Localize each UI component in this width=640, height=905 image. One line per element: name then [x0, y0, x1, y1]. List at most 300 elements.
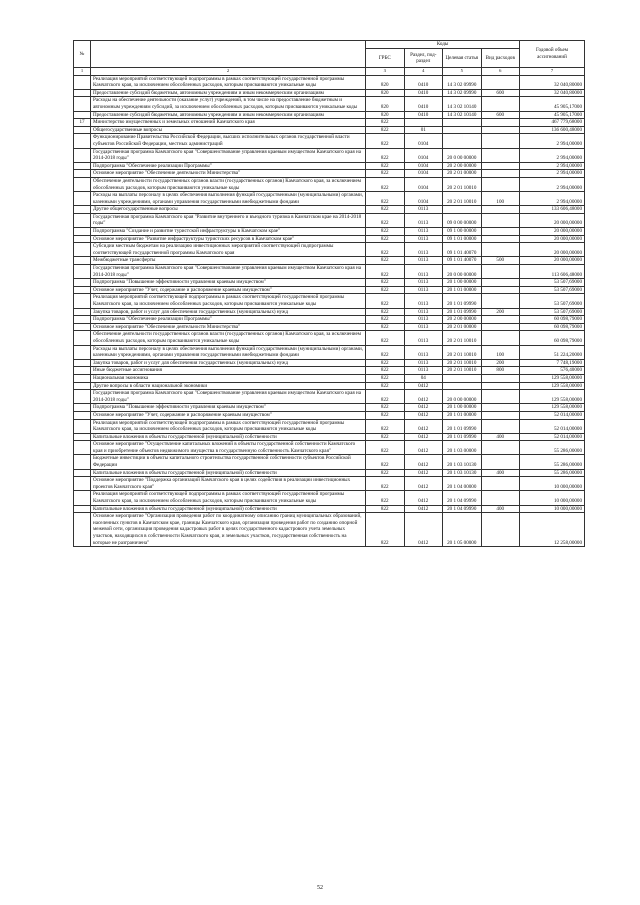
col-index: 3: [366, 68, 405, 76]
row-grbs: 822: [366, 404, 405, 412]
row-target-article: 20 1 00 00000: [443, 404, 482, 412]
col-razdel-header: Раздел, под-раздел: [404, 49, 443, 68]
row-grbs: 822: [366, 382, 405, 390]
row-number: [74, 390, 91, 404]
row-razdel: 0113: [404, 308, 443, 316]
row-amount: 129 558,00000: [520, 374, 585, 382]
row-grbs: 822: [366, 243, 405, 257]
table-row: [74, 134, 585, 148]
row-grbs: 822: [366, 433, 405, 441]
row-number: [74, 286, 91, 294]
row-name: Государственная программа Камчатского края "Совершенствование управления краевым имуществом Камчатского края на 2014-2018 годы": [91, 265, 366, 279]
page-number: 52: [317, 885, 323, 891]
row-amount: 51 224,20000: [520, 345, 585, 359]
row-target-article: 20 0 00 00000: [443, 148, 482, 162]
row-grbs: 822: [366, 235, 405, 243]
row-target-article: [443, 134, 482, 148]
header-row-index: [74, 68, 585, 76]
table-row: [74, 390, 585, 404]
row-razdel: 0410: [404, 97, 443, 111]
col-index: 1: [74, 68, 91, 76]
header-row-top: [74, 41, 585, 49]
row-target-article: 20 2 01 10010: [443, 367, 482, 375]
row-razdel: 0113: [404, 323, 443, 331]
row-target-article: 20 2 01 00000: [443, 323, 482, 331]
row-number: [74, 316, 91, 324]
row-razdel: 0113: [404, 294, 443, 308]
row-name: Закупка товаров, работ и услуг для обеспечения государственных (муниципальных) нужд: [91, 308, 366, 316]
row-target-article: 09 1 01 00000: [443, 235, 482, 243]
row-expense-type: 200: [481, 308, 520, 316]
row-grbs: 822: [366, 206, 405, 214]
row-target-article: 20 2 01 10010: [443, 331, 482, 345]
row-amount: 55 286,00000: [520, 455, 585, 469]
table-row: [74, 243, 585, 257]
row-name: Реализация мероприятий соответствующей подпрограммы в рамках соответствующей государственной программы Камчатского края, за исключением обособленных расходов, которым присваиваются уникальные коды: [91, 75, 366, 89]
row-target-article: 09 1 01 40070: [443, 257, 482, 265]
row-expense-type: [481, 235, 520, 243]
row-amount: 53 507,69000: [520, 279, 585, 287]
row-razdel: 0113: [404, 265, 443, 279]
row-amount: 136 600,48000: [520, 126, 585, 134]
row-expense-type: [481, 126, 520, 134]
row-name: Предоставление субсидий бюджетным, автономным учреждениям и иным некоммерческим организациям: [91, 89, 366, 97]
row-name: Национальная экономика: [91, 374, 366, 382]
row-amount: 133 606,48000: [520, 206, 585, 214]
row-number: [74, 441, 91, 455]
row-number: [74, 257, 91, 265]
row-razdel: 0113: [404, 213, 443, 227]
row-razdel: 0410: [404, 75, 443, 89]
row-number: [74, 97, 91, 111]
row-expense-type: [481, 294, 520, 308]
row-grbs: 822: [366, 441, 405, 455]
row-grbs: 822: [366, 213, 405, 227]
table-row: [74, 404, 585, 412]
row-grbs: 822: [366, 192, 405, 206]
row-razdel: 0113: [404, 279, 443, 287]
col-csr-header: Целевая статья: [443, 49, 482, 68]
table-row: [74, 411, 585, 419]
row-number: [74, 134, 91, 148]
col-name-header: [91, 41, 366, 68]
table-row: [74, 286, 585, 294]
row-expense-type: [481, 513, 520, 547]
row-razdel: 0412: [404, 491, 443, 505]
row-expense-type: [481, 404, 520, 412]
row-name: Расходы на выплаты персоналу в целях обеспечения выполнения функций государственными (муниципальными) органами, казенными учреждениями, органами управления государственными внебюджетными фондами: [91, 192, 366, 206]
row-expense-type: [481, 382, 520, 390]
row-name: Функционирование Правительства Российской Федерации, высших исполнительных органов государственной власти субъектов Российской Федерации, местных администраций: [91, 134, 366, 148]
row-grbs: 822: [366, 279, 405, 287]
row-amount: 2 994,00000: [520, 177, 585, 191]
row-expense-type: 400: [481, 433, 520, 441]
row-name: Государственная программа Камчатского края "Развитие внутреннего и въездного туризма в Камчатском крае на 2014-2018 годы": [91, 213, 366, 227]
row-expense-type: [481, 390, 520, 404]
row-target-article: [443, 374, 482, 382]
row-name: Основное мероприятие "Развитие инфраструктуры туристских ресурсов в Камчатском крае": [91, 235, 366, 243]
row-expense-type: 200: [481, 359, 520, 367]
row-name: Основное мероприятие "Организация проведения работ по координатному описанию границ муниципальных образований, населенных пунктов в Камчатском крае, границы Камчатского края, организация проведения работ по созданию опорной межевой сети, организация проведения кадастровых работ в целях государственного кадастрового учета земельных участков, находящихся в собственности Камчатского края, и земельных участков, государственная собственность на которые не разграничена": [91, 513, 366, 547]
row-name: Подпрограмма "Повышение эффективности управления краевым имуществом": [91, 279, 366, 287]
row-expense-type: 100: [481, 192, 520, 206]
row-target-article: 20 2 00 00000: [443, 162, 482, 170]
table-row: [74, 213, 585, 227]
row-target-article: 09 1 01 40070: [443, 243, 482, 257]
row-amount: 129 558,00000: [520, 404, 585, 412]
col-index: 4: [404, 68, 443, 76]
row-amount: 32 040,80000: [520, 75, 585, 89]
row-amount: 20 000,00000: [520, 235, 585, 243]
table-row: [74, 279, 585, 287]
row-razdel: 0412: [404, 411, 443, 419]
row-amount: 7 748,19000: [520, 359, 585, 367]
row-razdel: 04: [404, 374, 443, 382]
row-target-article: 20 1 05 00000: [443, 513, 482, 547]
table-row: [74, 177, 585, 191]
row-razdel: 0412: [404, 390, 443, 404]
row-grbs: 822: [366, 491, 405, 505]
row-number: [74, 331, 91, 345]
row-expense-type: [481, 97, 520, 111]
row-grbs: 822: [366, 265, 405, 279]
row-number: [74, 75, 91, 89]
row-razdel: 0113: [404, 235, 443, 243]
table-row: [74, 235, 585, 243]
row-name: Подпрограмма "Создание и развитие туристской инфраструктуры в Камчатском крае": [91, 228, 366, 236]
row-amount: 10 000,00000: [520, 477, 585, 491]
row-grbs: 822: [366, 323, 405, 331]
row-target-article: 20 1 04 09990: [443, 491, 482, 505]
row-grbs: 822: [366, 345, 405, 359]
row-name: Реализация мероприятий соответствующей подпрограммы в рамках соответствующей государственной программы Камчатского края, за исключением обособленных расходов, которым присваиваются уникальные коды: [91, 419, 366, 433]
row-amount: 10 000,00000: [520, 491, 585, 505]
table-row: [74, 323, 585, 331]
row-expense-type: [481, 213, 520, 227]
table-row: [74, 491, 585, 505]
row-number: [74, 294, 91, 308]
row-razdel: 0113: [404, 345, 443, 359]
table-row: [74, 308, 585, 316]
row-number: [74, 213, 91, 227]
row-grbs: 822: [366, 411, 405, 419]
row-grbs: 822: [366, 308, 405, 316]
row-name: Другие вопросы в области национальной экономики: [91, 382, 366, 390]
row-target-article: 20 1 04 09990: [443, 505, 482, 513]
row-name: Основное мероприятие "Поддержка организаций Камчатского края в целях содействия в реализации инвестиционных проектов Камчатского края": [91, 477, 366, 491]
row-number: [74, 308, 91, 316]
row-amount: 45 905,17000: [520, 97, 585, 111]
row-grbs: 820: [366, 97, 405, 111]
row-amount: 12 258,00000: [520, 513, 585, 547]
row-number: [74, 433, 91, 441]
row-razdel: 0104: [404, 134, 443, 148]
row-name: Капитальные вложения в объекты государственной (муниципальной) собственности: [91, 469, 366, 477]
row-number: [74, 111, 91, 119]
row-expense-type: [481, 134, 520, 148]
table-body: [74, 75, 585, 547]
row-grbs: 820: [366, 89, 405, 97]
row-name: Межбюджетные трансферты: [91, 257, 366, 265]
row-target-article: 20 2 01 10010: [443, 177, 482, 191]
row-amount: 10 000,00000: [520, 505, 585, 513]
row-target-article: 14 3 02 10140: [443, 111, 482, 119]
row-target-article: 20 2 01 10010: [443, 192, 482, 206]
row-target-article: 20 2 00 00000: [443, 316, 482, 324]
row-grbs: 820: [366, 75, 405, 89]
row-number: [74, 126, 91, 134]
row-razdel: 0412: [404, 477, 443, 491]
row-target-article: 20 2 01 00000: [443, 170, 482, 178]
row-expense-type: 100: [481, 345, 520, 359]
row-target-article: [443, 119, 482, 127]
row-razdel: 0113: [404, 228, 443, 236]
table-row: [74, 374, 585, 382]
row-amount: 2 994,00000: [520, 192, 585, 206]
row-grbs: 822: [366, 119, 405, 127]
row-expense-type: 800: [481, 367, 520, 375]
row-grbs: 822: [366, 148, 405, 162]
row-name: Государственная программа Камчатского края "Совершенствование управления краевым имуществом Камчатского края на 2014-2018 годы": [91, 390, 366, 404]
table-row: [74, 97, 585, 111]
budget-sheet: [73, 40, 585, 547]
row-number: [74, 148, 91, 162]
row-expense-type: [481, 331, 520, 345]
row-razdel: 0113: [404, 206, 443, 214]
row-name: Основное мероприятие "Обеспечение деятельности Министерства": [91, 170, 366, 178]
row-expense-type: [481, 491, 520, 505]
row-grbs: 822: [366, 331, 405, 345]
col-codes-header: Коды: [366, 41, 520, 49]
row-name: Основное мероприятие "Учет, содержание и распоряжение краевым имуществом": [91, 411, 366, 419]
row-number: [74, 235, 91, 243]
row-name: Реализация мероприятий соответствующей подпрограммы в рамках соответствующей государственной программы Камчатского края, за исключением обособленных расходов, которым присваиваются уникальные коды: [91, 294, 366, 308]
row-razdel: 01: [404, 126, 443, 134]
row-grbs: 822: [366, 257, 405, 265]
row-expense-type: 400: [481, 469, 520, 477]
row-name: Реализация мероприятий соответствующей подпрограммы в рамках соответствующей государственной программы Камчатского края, за исключением обособленных расходов, которым присваиваются уникальные коды: [91, 491, 366, 505]
row-amount: 2 994,00000: [520, 148, 585, 162]
row-amount: 2 994,00000: [520, 170, 585, 178]
row-expense-type: [481, 162, 520, 170]
row-name: Расходы на обеспечение деятельности (оказание услуг) учреждений, в том числе на предоставление бюджетным и автономным учреждениям субсидий, за исключением обособленных расходов, которым присваиваются уникальные коды: [91, 97, 366, 111]
table-row: [74, 331, 585, 345]
row-razdel: 0104: [404, 177, 443, 191]
table-row: [74, 126, 585, 134]
row-expense-type: [481, 441, 520, 455]
row-name: Капитальные вложения в объекты государственной (муниципальной) собственности: [91, 505, 366, 513]
row-expense-type: 400: [481, 505, 520, 513]
col-index: 7: [520, 68, 585, 76]
row-target-article: 20 1 01 00000: [443, 411, 482, 419]
row-grbs: 822: [366, 469, 405, 477]
row-grbs: 820: [366, 111, 405, 119]
row-number: [74, 192, 91, 206]
row-razdel: 0104: [404, 148, 443, 162]
row-amount: 576,40000: [520, 367, 585, 375]
row-target-article: 09 0 00 00000: [443, 213, 482, 227]
row-number: [74, 382, 91, 390]
col-index: 2: [91, 68, 366, 76]
row-razdel: 0412: [404, 469, 443, 477]
row-razdel: 0113: [404, 243, 443, 257]
row-amount: 113 606,48000: [520, 265, 585, 279]
table-row: [74, 419, 585, 433]
row-number: [74, 505, 91, 513]
table-row: [74, 367, 585, 375]
row-name: Бюджетные инвестиции в объекты капитального строительства государственной собственности субъектов Российской Федерации: [91, 455, 366, 469]
table-row: [74, 469, 585, 477]
row-grbs: 822: [366, 374, 405, 382]
row-expense-type: 500: [481, 257, 520, 265]
row-expense-type: [481, 265, 520, 279]
row-number: [74, 491, 91, 505]
row-target-article: 14 3 02 09990: [443, 89, 482, 97]
row-name: Расходы на выплаты персоналу в целях обеспечения выполнения функций государственными (муниципальными) органами, казенными учреждениями, органами управления государственными внебюджетными фондами: [91, 345, 366, 359]
row-amount: 2 994,00000: [520, 134, 585, 148]
row-target-article: 20 1 01 09990: [443, 419, 482, 433]
row-grbs: 822: [366, 170, 405, 178]
row-number: [74, 279, 91, 287]
row-expense-type: [481, 75, 520, 89]
row-razdel: 0104: [404, 170, 443, 178]
table-row: [74, 89, 585, 97]
table-row: [74, 513, 585, 547]
row-grbs: 822: [366, 390, 405, 404]
row-grbs: 822: [366, 228, 405, 236]
row-target-article: 20 1 01 09990: [443, 294, 482, 308]
row-expense-type: [481, 411, 520, 419]
row-number: [74, 345, 91, 359]
row-amount: 55 286,00000: [520, 469, 585, 477]
row-target-article: 14 3 02 10140: [443, 97, 482, 111]
row-target-article: [443, 126, 482, 134]
row-name: Предоставление субсидий бюджетным, автономным учреждениям и иным некоммерческим организациям: [91, 111, 366, 119]
row-expense-type: 600: [481, 111, 520, 119]
row-name: Подпрограмма "Повышение эффективности управления краевым имуществом": [91, 404, 366, 412]
row-grbs: 822: [366, 419, 405, 433]
row-target-article: 20 1 03 00000: [443, 441, 482, 455]
table-row: [74, 455, 585, 469]
row-number: [74, 359, 91, 367]
row-number: [74, 265, 91, 279]
row-amount: 53 507,69000: [520, 308, 585, 316]
row-amount: 32 040,80000: [520, 89, 585, 97]
row-razdel: 0412: [404, 441, 443, 455]
row-number: [74, 513, 91, 547]
row-grbs: 822: [366, 477, 405, 491]
row-number: [74, 206, 91, 214]
row-number: [74, 404, 91, 412]
table-row: [74, 265, 585, 279]
row-grbs: 822: [366, 177, 405, 191]
table-row: [74, 359, 585, 367]
row-razdel: 0412: [404, 455, 443, 469]
table-row: [74, 316, 585, 324]
row-target-article: 20 1 01 09990: [443, 433, 482, 441]
table-row: [74, 170, 585, 178]
row-razdel: 0113: [404, 257, 443, 265]
row-name: Основное мероприятие "Учет, содержание и распоряжение краевым имуществом": [91, 286, 366, 294]
row-razdel: 0113: [404, 286, 443, 294]
row-expense-type: [481, 243, 520, 257]
row-razdel: 0412: [404, 404, 443, 412]
row-name: Подпрограмма "Обеспечение реализации Программы": [91, 316, 366, 324]
row-number: [74, 170, 91, 178]
table-row: [74, 192, 585, 206]
row-number: [74, 323, 91, 331]
row-razdel: 0104: [404, 162, 443, 170]
row-amount: 60 098,79000: [520, 323, 585, 331]
row-target-article: [443, 206, 482, 214]
row-expense-type: [481, 323, 520, 331]
col-index: 5: [443, 68, 482, 76]
row-number: [74, 89, 91, 97]
table-row: [74, 206, 585, 214]
row-grbs: 822: [366, 455, 405, 469]
row-name: Субсидии местным бюджетам на реализацию инвестиционных мероприятий соответствующей подпрограммы соответствующей государственной программы Камчатского края: [91, 243, 366, 257]
row-target-article: 20 1 00 00000: [443, 279, 482, 287]
row-amount: 467 779,68000: [520, 119, 585, 127]
table-row: [74, 441, 585, 455]
row-number: [74, 455, 91, 469]
budget-table: [73, 40, 585, 547]
row-grbs: 822: [366, 294, 405, 308]
row-razdel: 0412: [404, 433, 443, 441]
row-expense-type: [481, 119, 520, 127]
row-target-article: 20 1 01 09990: [443, 308, 482, 316]
col-index: 6: [481, 68, 520, 76]
row-expense-type: [481, 148, 520, 162]
row-razdel: 0412: [404, 419, 443, 433]
row-grbs: 822: [366, 359, 405, 367]
row-amount: 53 507,69000: [520, 294, 585, 308]
row-razdel: 0104: [404, 192, 443, 206]
row-razdel: 0412: [404, 513, 443, 547]
row-target-article: 20 0 00 00000: [443, 265, 482, 279]
row-amount: 20 000,00000: [520, 243, 585, 257]
table-row: [74, 257, 585, 265]
row-number: [74, 367, 91, 375]
row-target-article: 09 1 00 00000: [443, 228, 482, 236]
table-row: [74, 162, 585, 170]
row-amount: 52 014,00000: [520, 411, 585, 419]
row-expense-type: [481, 419, 520, 433]
row-amount: 2 994,00000: [520, 162, 585, 170]
row-name: Основное мероприятие "Осуществление капитальных вложений в объекты государственной собственности Камчатского края и приобретение объектов недвижимого имущества в государственную собственность Камчатского края": [91, 441, 366, 455]
row-amount: 20 000,00000: [520, 257, 585, 265]
row-amount: 129 558,00000: [520, 382, 585, 390]
row-razdel: [404, 119, 443, 127]
row-amount: 20 000,00000: [520, 228, 585, 236]
col-num-header: №: [74, 41, 91, 68]
row-number: [74, 419, 91, 433]
row-amount: 60 098,79000: [520, 316, 585, 324]
row-name: Другие общегосударственные вопросы: [91, 206, 366, 214]
table-row: [74, 345, 585, 359]
row-number: [74, 243, 91, 257]
col-grbs-header: ГРБС: [366, 49, 405, 68]
table-row: [74, 111, 585, 119]
row-grbs: 822: [366, 134, 405, 148]
row-razdel: 0412: [404, 382, 443, 390]
row-number: [74, 162, 91, 170]
row-name: Обеспечение деятельности государственных органов власти (государственных органов) Камчатского края, за исключением обособленных расходов, которым присваиваются уникальные коды: [91, 177, 366, 191]
row-razdel: 0113: [404, 316, 443, 324]
row-number: [74, 469, 91, 477]
row-target-article: 20 1 03 10130: [443, 469, 482, 477]
row-number: 17: [74, 119, 91, 127]
